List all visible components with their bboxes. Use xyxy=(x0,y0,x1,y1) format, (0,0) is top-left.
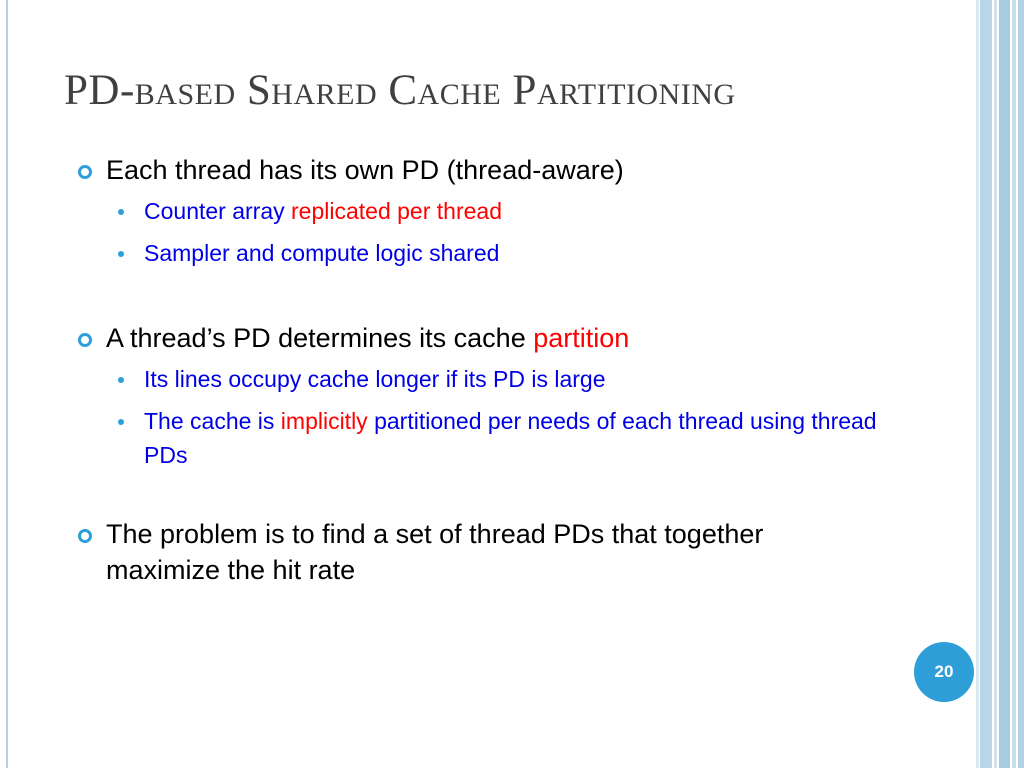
sub-bullet-text: partitioned per needs of each thread using thread PDs xyxy=(144,408,877,468)
emphasis-text: partition xyxy=(533,323,630,353)
stripe xyxy=(994,0,997,768)
dot-bullet-icon xyxy=(118,209,124,215)
ring-bullet-icon xyxy=(78,333,92,347)
dot-bullet-icon xyxy=(118,419,124,425)
bullet-text: The problem is to find a set of thread PDs that together maximize the hit rate xyxy=(106,519,764,585)
sub-bullet-list xyxy=(78,194,878,270)
ring-bullet-icon xyxy=(78,529,92,543)
left-frame-line xyxy=(6,0,8,768)
stripe xyxy=(976,0,979,768)
slide-body xyxy=(78,152,878,588)
stripe xyxy=(980,0,992,768)
sub-bullet-implicit-partition xyxy=(116,404,878,472)
page-number-badge: 20 xyxy=(914,642,974,702)
bullet-text: A thread’s PD determines its cache xyxy=(106,323,534,353)
ring-bullet-icon xyxy=(78,165,92,179)
sub-bullet-counter-array xyxy=(116,194,878,228)
decorative-stripes xyxy=(976,0,1024,768)
emphasis-text: implicitly xyxy=(280,408,368,434)
bullet-thread-pd xyxy=(78,152,878,188)
sub-bullet-text: Its lines occupy cache longer if its PD is large xyxy=(144,366,606,392)
sub-bullet-text: Sampler and compute logic shared xyxy=(144,240,500,266)
dot-bullet-icon xyxy=(118,377,124,383)
sub-bullet-text: Counter array xyxy=(144,198,292,224)
stripe xyxy=(999,0,1010,768)
stripe xyxy=(1018,0,1024,768)
emphasis-text: replicated per thread xyxy=(291,198,502,224)
dot-bullet-icon xyxy=(118,251,124,257)
bullet-text: Each thread has its own PD (thread-aware) xyxy=(106,155,624,185)
sub-bullet-text: The cache is xyxy=(144,408,281,434)
stripe xyxy=(1012,0,1016,768)
sub-bullet-sampler xyxy=(116,236,878,270)
sub-bullet-lines-occupy xyxy=(116,362,878,396)
slide-title: PD-based Shared Cache Partitioning xyxy=(64,67,736,114)
bullet-problem xyxy=(78,516,878,588)
bullet-pd-partition xyxy=(78,320,878,356)
sub-bullet-list xyxy=(78,362,878,472)
